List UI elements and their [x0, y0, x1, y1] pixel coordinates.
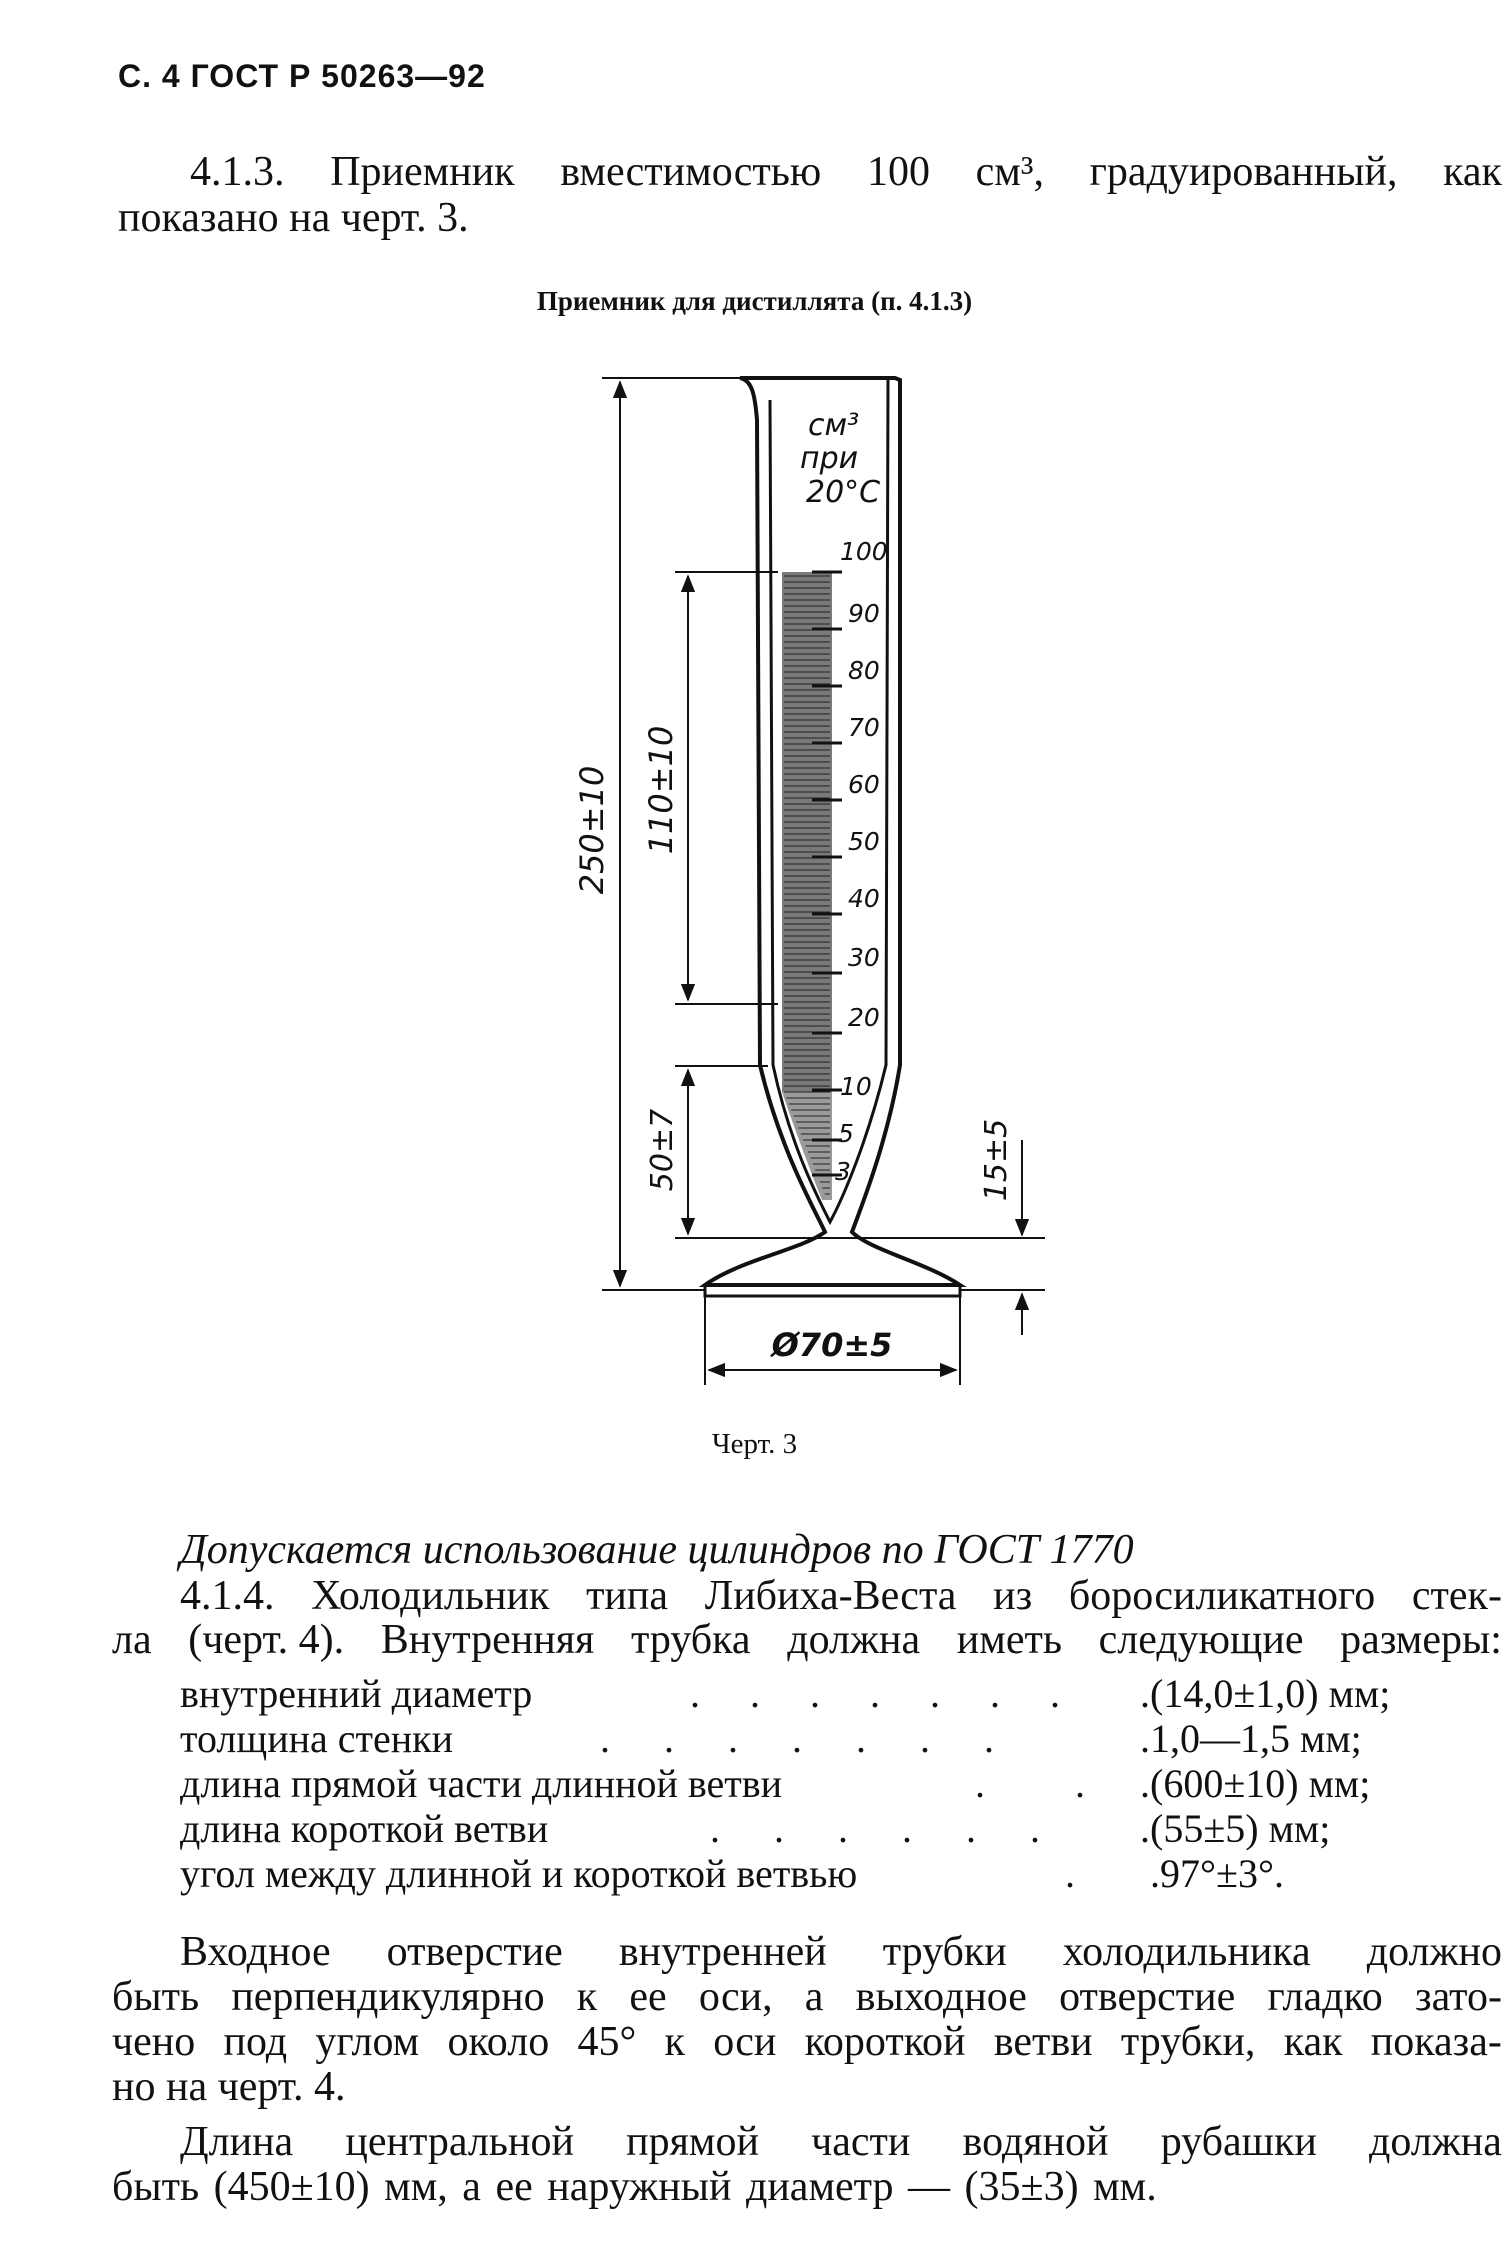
vessel-outline [705, 378, 960, 1285]
word: холодильника [1062, 1929, 1311, 1975]
unit-cm3: см³ [808, 408, 860, 443]
scale-label: 80 [848, 656, 880, 685]
spec-dots: . . . . . . [710, 1806, 1062, 1851]
word: центральной [345, 2119, 574, 2165]
scale-label: 100 [840, 537, 888, 566]
word: зато- [1415, 1974, 1502, 2020]
dim-label-110: 110±10 [642, 725, 680, 855]
para-inlet-line-1 [180, 1930, 1502, 1974]
word: чено [112, 2019, 196, 2065]
word: под [223, 2019, 288, 2065]
word: должно [1366, 1929, 1502, 1975]
word: 45° [577, 2019, 637, 2065]
word: см³, [975, 149, 1044, 195]
word: водяной [962, 2119, 1109, 2165]
spec-value: .(14,0±1,0) мм; [1140, 1671, 1391, 1716]
spec-value: .(55±5) мм; [1140, 1806, 1331, 1851]
word: показа- [1370, 2019, 1502, 2065]
spec-dots: . . . . . . . [600, 1716, 1016, 1761]
word: Холодильник [311, 1573, 550, 1619]
para-inlet-line-2 [112, 1975, 1502, 2019]
scale-label: 90 [848, 599, 880, 628]
word: около [447, 2019, 550, 2065]
scale-label: 60 [848, 770, 880, 799]
word: ла [112, 1617, 152, 1663]
word: к [576, 1974, 598, 2020]
word: (35±3) [964, 2164, 1079, 2210]
para-4-1-4-line-2 [112, 1618, 1502, 1662]
word: Внутренняя [380, 1617, 595, 1663]
word: размеры: [1340, 1617, 1502, 1663]
note-gost-1770: Допускается использование цилиндров по ГОСТ 1770 [180, 1527, 1134, 1573]
spec-dots: . . [975, 1761, 1125, 1806]
word: из [993, 1573, 1033, 1619]
word: внутренней [618, 1929, 827, 1975]
word: части [811, 2119, 911, 2165]
dim-label-70: Ø70±5 [771, 1326, 893, 1364]
spec-label: длина короткой ветви [180, 1806, 549, 1851]
word: как [1443, 149, 1502, 195]
figure-title: Приемник для дистиллята (п. 4.1.3) [536, 286, 973, 316]
word: гладко [1267, 1974, 1383, 2020]
word: быть [112, 2164, 200, 2210]
unit-20c: 20°С [806, 475, 881, 510]
word: должна [1369, 2119, 1502, 2165]
spec-label: внутренний диаметр [180, 1671, 533, 1716]
word: (черт. 4). [188, 1617, 345, 1663]
word: 100 [866, 149, 930, 195]
word: трубки [882, 1929, 1007, 1975]
word: короткой [804, 2019, 966, 2065]
dim-label-50: 50±7 [645, 1108, 680, 1192]
word: ветви [993, 2019, 1093, 2065]
word: отверстие [1059, 1974, 1236, 2020]
para-inlet-line-3 [112, 2020, 1502, 2064]
word: — [908, 2164, 951, 2210]
word: диаметр [745, 2164, 894, 2210]
word: Входное [180, 1929, 331, 1975]
spec-dots: . . . . . . . [690, 1671, 1080, 1716]
spec-label: толщина стенки [180, 1716, 453, 1761]
word: рубашки [1160, 2119, 1317, 2165]
word: наружный [547, 2164, 732, 2210]
word: а [462, 2164, 481, 2210]
word: оси [713, 2019, 777, 2065]
scale-label: 70 [848, 713, 880, 742]
scale-label: 5 [838, 1119, 854, 1148]
para-4-1-4-line-1 [180, 1574, 1502, 1618]
word: как [1283, 2019, 1343, 2065]
para-4-1-3-line-2: показано на черт. 3. [118, 195, 469, 241]
scale-label: 30 [848, 943, 880, 972]
word: должна [787, 1617, 921, 1663]
word: трубки, [1120, 2019, 1256, 2065]
para-jacket-line-1 [180, 2120, 1502, 2164]
word: 4.1.4. [180, 1573, 275, 1619]
word: 4.1.3. [190, 149, 285, 195]
word: мм. [1093, 2164, 1157, 2210]
word: Длина [180, 2119, 294, 2165]
word: а [804, 1974, 824, 2020]
word: перпендикулярно [231, 1974, 545, 2020]
para-inlet-line-4: но на черт. 4. [112, 2064, 346, 2110]
word: Приемник [330, 149, 515, 195]
word: типа [586, 1573, 669, 1619]
word: иметь [956, 1617, 1062, 1663]
dim-label-250: 250±10 [573, 765, 611, 895]
spec-value: .(600±10) мм; [1140, 1761, 1371, 1806]
word: к [664, 2019, 685, 2065]
word: градуированный, [1089, 149, 1398, 195]
scale-label: 10 [840, 1072, 872, 1101]
word: прямой [626, 2119, 759, 2165]
word: отверстие [386, 1929, 563, 1975]
spec-label: угол между длинной и короткой ветвью [180, 1851, 858, 1896]
word: трубка [631, 1617, 751, 1663]
unit-pri: при [800, 441, 859, 476]
word: стек- [1411, 1573, 1502, 1619]
word: следующие [1098, 1617, 1304, 1663]
word: ее [495, 2164, 533, 2210]
scale-label: 20 [848, 1003, 880, 1032]
word: (450±10) [213, 2164, 370, 2210]
para-jacket-line-2 [112, 2165, 1157, 2209]
word: Либиха-Веста [704, 1573, 957, 1619]
word: быть [112, 1974, 200, 2020]
spec-dots: . [1065, 1851, 1075, 1896]
spec-value: .97°±3°. [1150, 1851, 1284, 1896]
word: ее [629, 1974, 667, 2020]
scale-label: 40 [848, 884, 880, 913]
word: выходное [855, 1974, 1027, 2020]
word: боросиликатного [1068, 1573, 1376, 1619]
word: углом [315, 2019, 420, 2065]
dim-label-15: 15±5 [979, 1118, 1014, 1202]
spec-value: .1,0—1,5 мм; [1140, 1716, 1362, 1761]
scale-label: 50 [848, 827, 880, 856]
scale-label: 3 [835, 1157, 851, 1186]
figure-caption: Черт. 3 [711, 1428, 798, 1460]
word: вместимостью [560, 149, 822, 195]
page-header: С. 4 ГОСТ Р 50263—92 [118, 58, 486, 94]
word: мм, [384, 2164, 448, 2210]
spec-label: длина прямой части длинной ветви [180, 1761, 783, 1806]
word: оси, [698, 1974, 773, 2020]
